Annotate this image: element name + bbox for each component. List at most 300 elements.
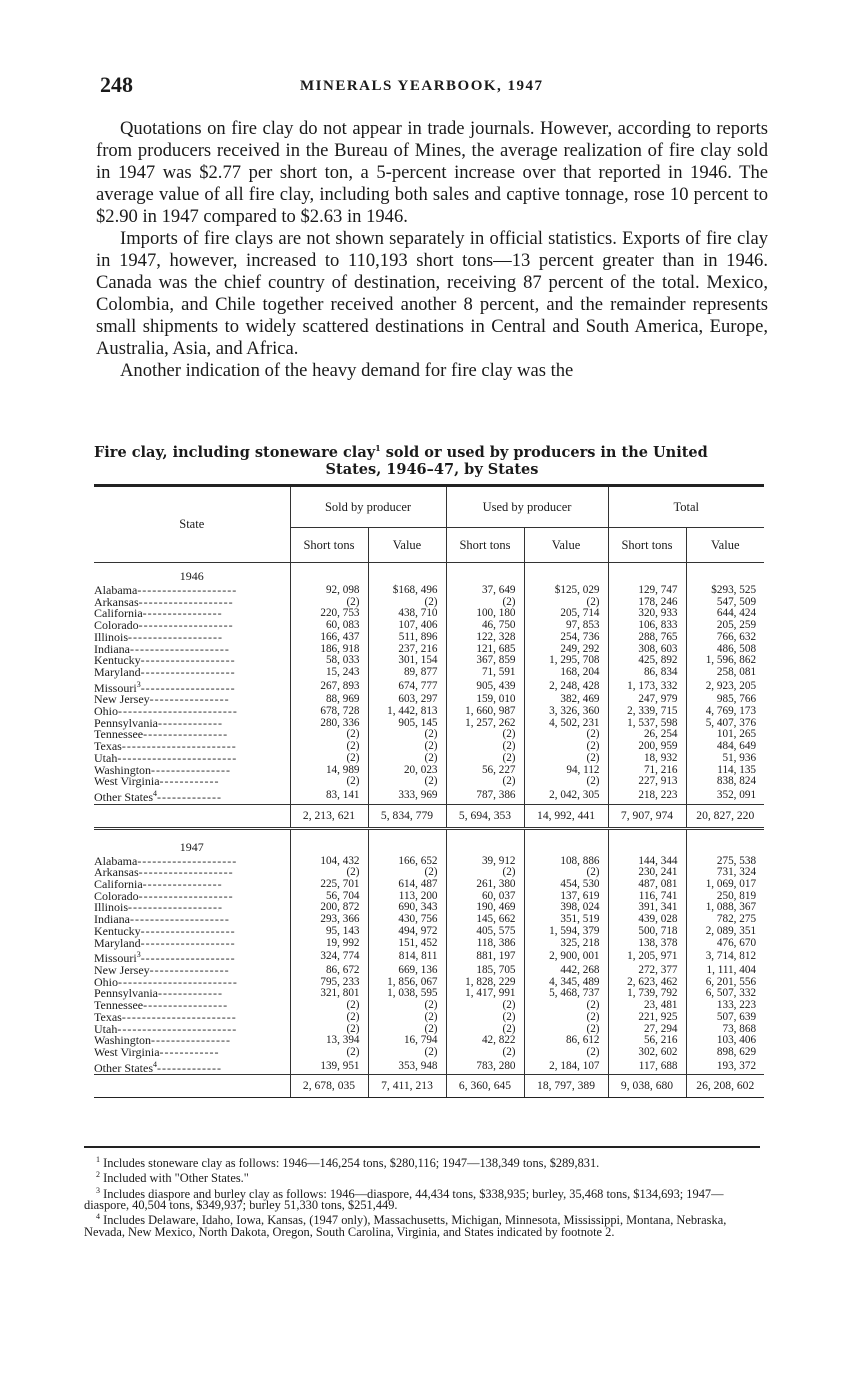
table-row — [94, 938, 764, 950]
data-cell: 225, 701 — [290, 879, 368, 891]
data-cell: 783, 280 — [446, 1059, 524, 1075]
data-cell: 16, 794 — [368, 1035, 446, 1047]
data-cell: (2) — [524, 867, 608, 879]
state-label: Alabama — [94, 853, 138, 868]
leader-dots: ------------------- — [138, 865, 234, 880]
data-cell: 352, 091 — [686, 788, 764, 804]
data-cell: (2) — [290, 776, 368, 788]
data-cell: 166, 437 — [290, 632, 368, 644]
data-cell: 731, 324 — [686, 867, 764, 879]
data-cell: 351, 519 — [524, 914, 608, 926]
data-cell: 353, 948 — [368, 1059, 446, 1075]
data-cell: (2) — [290, 753, 368, 765]
data-cell: 18, 932 — [608, 753, 686, 765]
state-label: California — [94, 877, 143, 892]
data-cell: 107, 406 — [368, 620, 446, 632]
data-cell: 782, 275 — [686, 914, 764, 926]
data-cell: 114, 135 — [686, 765, 764, 777]
data-cell: (2) — [446, 741, 524, 753]
data-cell: (2) — [524, 776, 608, 788]
data-cell: 23, 481 — [608, 1000, 686, 1012]
leader-dots: -------------------- — [129, 641, 230, 656]
data-cell: 205, 259 — [686, 620, 764, 632]
data-cell: 193, 372 — [686, 1059, 764, 1075]
state-label: New Jersey — [94, 962, 150, 977]
footnote — [84, 1185, 760, 1212]
state-label: Pennsylvania — [94, 715, 158, 730]
data-cell: 614, 487 — [368, 879, 446, 891]
data-cell: (2) — [290, 729, 368, 741]
data-cell: 51, 936 — [686, 753, 764, 765]
data-cell: 391, 341 — [608, 902, 686, 914]
state-label: Colorado — [94, 618, 139, 633]
data-cell: 494, 972 — [368, 926, 446, 938]
data-cell: 92, 098 — [290, 585, 368, 597]
data-cell: 1, 088, 367 — [686, 902, 764, 914]
data-cell: 603, 297 — [368, 694, 446, 706]
leader-dots: ------------------- — [128, 629, 223, 644]
year-label: 1946 — [179, 569, 204, 584]
leader-dots: ------------- — [157, 1060, 222, 1075]
leader-dots: ----------------- — [143, 727, 229, 742]
leader-dots: -------------------- — [137, 853, 238, 868]
col-header-sold: Sold by producer — [290, 487, 446, 528]
data-cell: (2) — [524, 753, 608, 765]
data-cell: 1, 594, 379 — [524, 926, 608, 938]
state-label: Washington — [94, 762, 152, 777]
data-cell: (2) — [290, 741, 368, 753]
leader-dots: ---------------- — [142, 606, 223, 621]
data-cell: 905, 439 — [446, 679, 524, 695]
data-cell: 438, 710 — [368, 608, 446, 620]
leader-dots: ------------------- — [140, 664, 236, 679]
data-cell: 27, 294 — [608, 1024, 686, 1036]
data-cell: (2) — [446, 867, 524, 879]
state-label: Indiana — [94, 641, 130, 656]
data-cell: 86, 672 — [290, 965, 368, 977]
state-label: Arkansas — [94, 865, 139, 880]
data-cell: 267, 893 — [290, 679, 368, 695]
data-cell: 89, 877 — [368, 667, 446, 679]
state-name — [94, 1059, 290, 1075]
leader-dots: ------------------- — [140, 923, 236, 938]
leader-dots: ------------------------ — [118, 704, 238, 719]
footnote-number: 3 — [96, 1185, 100, 1195]
leader-dots: ---------------- — [149, 692, 230, 707]
total-cell: 14, 992, 441 — [524, 804, 608, 828]
footnote-number: 1 — [96, 1155, 100, 1164]
leader-dots: ------------------- — [140, 935, 236, 950]
running-title: MINERALS YEARBOOK, 1947 — [300, 78, 544, 94]
data-cell: (2) — [524, 1000, 608, 1012]
state-label: West Virginia — [94, 1044, 160, 1059]
data-cell: 325, 218 — [524, 938, 608, 950]
leader-dots: ----------------------- — [121, 1009, 237, 1024]
footnote-ref: 3 — [136, 950, 141, 960]
state-label: Ohio — [94, 974, 118, 989]
state-label: West Virginia — [94, 774, 160, 789]
data-table — [94, 487, 764, 1097]
data-cell: 486, 508 — [686, 644, 764, 656]
data-cell: 301, 154 — [368, 655, 446, 667]
col-header-short-tons: Short tons — [290, 528, 368, 563]
state-label: Arkansas — [94, 594, 139, 609]
table-row — [94, 1059, 764, 1075]
data-cell: $168, 496 — [368, 585, 446, 597]
state-label: Colorado — [94, 888, 139, 903]
data-cell: 2, 339, 715 — [608, 706, 686, 718]
data-cell: 121, 685 — [446, 644, 524, 656]
data-cell: 1, 856, 067 — [368, 977, 446, 989]
state-label: Tennessee — [94, 727, 144, 742]
col-header-value: Value — [686, 528, 764, 563]
data-cell: 168, 204 — [524, 667, 608, 679]
data-cell: 302, 602 — [608, 1047, 686, 1059]
col-header-total: Total — [608, 487, 764, 528]
data-cell: 186, 918 — [290, 644, 368, 656]
data-cell: (2) — [368, 753, 446, 765]
state-name — [94, 788, 290, 804]
data-cell: 405, 575 — [446, 926, 524, 938]
data-cell: 5, 407, 376 — [686, 718, 764, 730]
total-cell: 5, 694, 353 — [446, 804, 524, 828]
data-cell: 6, 201, 556 — [686, 977, 764, 989]
body-text — [96, 118, 768, 382]
footnote-ref: 1 — [375, 443, 381, 453]
total-cell: 26, 208, 602 — [686, 1075, 764, 1098]
data-cell: 6, 507, 332 — [686, 988, 764, 1000]
data-cell: 108, 886 — [524, 856, 608, 868]
footnote — [84, 1154, 760, 1169]
state-name — [94, 776, 290, 788]
footnote-ref: 4 — [153, 788, 157, 798]
data-cell: 1, 295, 708 — [524, 655, 608, 667]
data-cell: 86, 612 — [524, 1035, 608, 1047]
state-label: Illinois — [94, 900, 129, 915]
state-label: Missouri — [94, 680, 137, 695]
data-cell: $125, 029 — [524, 585, 608, 597]
data-cell: 261, 380 — [446, 879, 524, 891]
footnotes — [84, 1146, 760, 1238]
data-cell: 795, 233 — [290, 977, 368, 989]
data-cell: 280, 336 — [290, 718, 368, 730]
footnote-text: Includes diaspore and burley clay as follows: 1946—diaspore, 44,434 tons, $338,935; burley, 35,468 tons, $134,693; 1947—diaspore, 40,504 tons, $349,937; burley 51,330 tons, $251,449. — [84, 1186, 724, 1212]
data-cell: 1, 111, 404 — [686, 965, 764, 977]
data-cell: 71, 216 — [608, 765, 686, 777]
data-cell: 398, 024 — [524, 902, 608, 914]
data-cell: 71, 591 — [446, 667, 524, 679]
state-label: California — [94, 606, 143, 621]
data-cell: 83, 141 — [290, 788, 368, 804]
total-cell: 7, 411, 213 — [368, 1075, 446, 1098]
state-label: Other States — [94, 789, 153, 804]
data-cell: 4, 345, 489 — [524, 977, 608, 989]
data-cell: 2, 042, 305 — [524, 788, 608, 804]
table-title-rest: sold or used by producers in the United — [380, 443, 708, 461]
data-cell: 247, 979 — [608, 694, 686, 706]
total-cell: 18, 797, 389 — [524, 1075, 608, 1098]
data-cell: (2) — [524, 1047, 608, 1059]
data-cell: (2) — [368, 1000, 446, 1012]
leader-dots: ---------------- — [149, 962, 230, 977]
data-cell: 230, 241 — [608, 867, 686, 879]
col-header-state: State — [179, 517, 205, 531]
data-cell: 254, 736 — [524, 632, 608, 644]
data-cell: 1, 442, 813 — [368, 706, 446, 718]
data-cell: 333, 969 — [368, 788, 446, 804]
state-label: Utah — [94, 750, 118, 765]
data-cell: 324, 774 — [290, 949, 368, 965]
data-cell: (2) — [368, 1024, 446, 1036]
data-cell: (2) — [290, 1024, 368, 1036]
data-cell: 321, 801 — [290, 988, 368, 1000]
data-cell: (2) — [446, 753, 524, 765]
leader-dots: ---------------- — [151, 762, 231, 777]
leader-dots: ------------------- — [140, 680, 236, 695]
leader-dots: ------------ — [159, 1044, 220, 1059]
leader-dots: ------------ — [159, 774, 220, 789]
data-cell: 1, 417, 991 — [446, 988, 524, 1000]
footnote-text: Includes Delaware, Idaho, Iowa, Kansas, (1947 only), Massachusetts, Michigan, Minnesota, Mississippi, Montana, Nebraska, Nevada, New Mexico, North Dakota, Oregon, South Carolina, Virginia, and States indicated by footnote 2. — [84, 1213, 727, 1239]
data-cell: (2) — [368, 597, 446, 609]
data-cell: 905, 145 — [368, 718, 446, 730]
data-cell: 221, 925 — [608, 1012, 686, 1024]
leader-dots: ------------------- — [138, 594, 234, 609]
data-cell: 56, 227 — [446, 765, 524, 777]
data-cell: 118, 386 — [446, 938, 524, 950]
data-cell: 145, 662 — [446, 914, 524, 926]
data-cell: (2) — [368, 867, 446, 879]
table-row — [94, 667, 764, 679]
total-row — [94, 804, 764, 828]
data-cell: 3, 326, 360 — [524, 706, 608, 718]
data-cell: (2) — [524, 741, 608, 753]
data-cell: 159, 010 — [446, 694, 524, 706]
data-cell: 690, 343 — [368, 902, 446, 914]
data-cell: 86, 834 — [608, 667, 686, 679]
data-cell: 425, 892 — [608, 655, 686, 667]
leader-dots: ------------- — [157, 789, 222, 804]
data-cell: 838, 824 — [686, 776, 764, 788]
data-cell: 144, 344 — [608, 856, 686, 868]
data-cell: 227, 913 — [608, 776, 686, 788]
table-row — [94, 788, 764, 804]
data-cell: 644, 424 — [686, 608, 764, 620]
data-cell: 39, 912 — [446, 856, 524, 868]
data-cell: 367, 859 — [446, 655, 524, 667]
table-bottom-rule — [94, 1097, 764, 1098]
data-cell: 1, 537, 598 — [608, 718, 686, 730]
col-header-value: Value — [524, 528, 608, 563]
leader-dots: ----------------------- — [121, 739, 237, 754]
footnote-text: Includes stoneware clay as follows: 1946—146,254 tons, $280,116; 1947—138,349 tons, $289,831. — [103, 1156, 600, 1171]
data-cell: 4, 502, 231 — [524, 718, 608, 730]
data-cell: 1, 596, 862 — [686, 655, 764, 667]
data-cell: 73, 868 — [686, 1024, 764, 1036]
data-cell: (2) — [290, 867, 368, 879]
paragraph: Quotations on fire clay do not appear in trade journals. However, according to reports from producers received in the Bureau of Mines, the average realization of fire clay sold in 1947 was $2.77 per short ton, a 5-percent increase over that reported in 1946. The average value of all fire clay, including both sales and captive tonnage, rose 10 percent to $2.90 in 1947 compared to $2.63 in 1946. — [96, 118, 768, 227]
footnote-number: 2 — [96, 1170, 100, 1180]
data-cell: 46, 750 — [446, 620, 524, 632]
data-cell: 117, 688 — [608, 1059, 686, 1075]
leader-dots: ------------------- — [138, 618, 234, 633]
data-cell: 103, 406 — [686, 1035, 764, 1047]
data-cell: 1, 205, 971 — [608, 949, 686, 965]
data-cell: 13, 394 — [290, 1035, 368, 1047]
data-cell: 430, 756 — [368, 914, 446, 926]
state-label: Pennsylvania — [94, 986, 158, 1001]
data-cell: (2) — [524, 1012, 608, 1024]
data-cell: (2) — [446, 1047, 524, 1059]
data-cell: 42, 822 — [446, 1035, 524, 1047]
data-cell: 200, 959 — [608, 741, 686, 753]
year-label: 1947 — [179, 839, 204, 854]
data-cell: 881, 197 — [446, 949, 524, 965]
data-cell: 511, 896 — [368, 632, 446, 644]
leader-dots: ------------------- — [138, 888, 234, 903]
data-cell: 2, 623, 462 — [608, 977, 686, 989]
data-cell: 139, 951 — [290, 1059, 368, 1075]
data-cell: 249, 292 — [524, 644, 608, 656]
data-cell: 2, 089, 351 — [686, 926, 764, 938]
data-cell: 4, 769, 173 — [686, 706, 764, 718]
footnote-ref: 3 — [136, 679, 141, 689]
data-cell: (2) — [368, 1012, 446, 1024]
data-cell: 985, 766 — [686, 694, 764, 706]
data-cell: 678, 728 — [290, 706, 368, 718]
data-cell: 37, 649 — [446, 585, 524, 597]
leader-dots: -------------------- — [129, 912, 230, 927]
total-row — [94, 1075, 764, 1098]
data-cell: 56, 216 — [608, 1035, 686, 1047]
data-cell: 1, 828, 229 — [446, 977, 524, 989]
data-cell: 88, 969 — [290, 694, 368, 706]
table-row — [94, 1047, 764, 1059]
table-row — [94, 776, 764, 788]
leader-dots: ------------------- — [128, 900, 223, 915]
data-cell: (2) — [446, 1024, 524, 1036]
data-cell: 200, 872 — [290, 902, 368, 914]
data-cell: (2) — [446, 776, 524, 788]
state-label: Maryland — [94, 935, 141, 950]
data-cell: 220, 753 — [290, 608, 368, 620]
total-cell: 9, 038, 680 — [608, 1075, 686, 1098]
leader-dots: ------------------------ — [117, 750, 238, 765]
data-cell: 190, 469 — [446, 902, 524, 914]
data-cell: 218, 223 — [608, 788, 686, 804]
data-cell: (2) — [290, 1000, 368, 1012]
state-label: Maryland — [94, 664, 141, 679]
data-cell: 1, 038, 595 — [368, 988, 446, 1000]
data-cell: 507, 639 — [686, 1012, 764, 1024]
leader-dots: -------------------- — [137, 583, 238, 597]
data-cell: 674, 777 — [368, 679, 446, 695]
total-cell: 20, 827, 220 — [686, 804, 764, 828]
data-cell: 19, 992 — [290, 938, 368, 950]
data-cell: 500, 718 — [608, 926, 686, 938]
leader-dots: ------------- — [158, 715, 223, 730]
data-cell: 320, 933 — [608, 608, 686, 620]
data-cell: 60, 083 — [290, 620, 368, 632]
total-cell: 6, 360, 645 — [446, 1075, 524, 1098]
data-cell: 898, 629 — [686, 1047, 764, 1059]
data-cell: 250, 819 — [686, 891, 764, 903]
data-cell: 454, 530 — [524, 879, 608, 891]
leader-dots: ---------------- — [142, 877, 223, 892]
data-cell: 814, 811 — [368, 949, 446, 965]
col-header-used: Used by producer — [446, 487, 608, 528]
data-cell: 442, 268 — [524, 965, 608, 977]
data-cell: 272, 377 — [608, 965, 686, 977]
page-number: 248 — [100, 72, 133, 97]
data-cell: (2) — [368, 776, 446, 788]
state-name — [94, 1044, 290, 1059]
total-cell: 5, 834, 779 — [368, 804, 446, 828]
data-cell: 58, 033 — [290, 655, 368, 667]
data-cell: 94, 112 — [524, 765, 608, 777]
data-cell: 95, 143 — [290, 926, 368, 938]
state-name — [94, 935, 290, 950]
state-label: Other States — [94, 1060, 153, 1075]
data-cell: 547, 509 — [686, 597, 764, 609]
data-cell: 669, 136 — [368, 965, 446, 977]
data-cell: $293, 525 — [686, 585, 764, 597]
data-cell: 2, 184, 107 — [524, 1059, 608, 1075]
state-label: Texas — [94, 1009, 122, 1024]
footnote-text: Included with "Other States." — [103, 1171, 249, 1186]
table-title-line2: States, 1946–47, by States — [325, 460, 539, 478]
footnote — [84, 1211, 760, 1238]
data-cell: 258, 081 — [686, 667, 764, 679]
state-label: Alabama — [94, 583, 138, 597]
state-label: Illinois — [94, 629, 129, 644]
col-header-short-tons: Short tons — [446, 528, 524, 563]
data-cell: 3, 714, 812 — [686, 949, 764, 965]
data-cell: (2) — [290, 1012, 368, 1024]
fire-clay-table — [94, 484, 764, 1098]
state-label: Missouri — [94, 951, 137, 966]
data-cell: 5, 468, 737 — [524, 988, 608, 1000]
state-label: Washington — [94, 1033, 152, 1048]
data-cell: (2) — [368, 1047, 446, 1059]
leader-dots: ------------------- — [140, 951, 236, 966]
data-cell: (2) — [524, 1024, 608, 1036]
table-title-main: Fire clay, including stoneware clay — [94, 443, 376, 461]
data-cell: (2) — [290, 1047, 368, 1059]
state-label: New Jersey — [94, 692, 150, 707]
data-cell: 133, 223 — [686, 1000, 764, 1012]
state-label: Kentucky — [94, 923, 141, 938]
data-cell: 2, 923, 205 — [686, 679, 764, 695]
data-cell: (2) — [290, 597, 368, 609]
data-cell: (2) — [446, 1000, 524, 1012]
total-cell: 7, 907, 974 — [608, 804, 686, 828]
data-cell: 237, 216 — [368, 644, 446, 656]
data-cell: 15, 243 — [290, 667, 368, 679]
data-cell: 60, 037 — [446, 891, 524, 903]
state-name — [94, 664, 290, 679]
data-cell: 100, 180 — [446, 608, 524, 620]
leader-dots: ------------- — [158, 986, 223, 1001]
col-header-short-tons: Short tons — [608, 528, 686, 563]
data-cell: 476, 670 — [686, 938, 764, 950]
data-cell: 97, 853 — [524, 620, 608, 632]
data-cell: 101, 265 — [686, 729, 764, 741]
data-cell: 766, 632 — [686, 632, 764, 644]
data-cell: (2) — [524, 597, 608, 609]
data-cell: 129, 747 — [608, 585, 686, 597]
total-cell: 2, 678, 035 — [290, 1075, 368, 1098]
